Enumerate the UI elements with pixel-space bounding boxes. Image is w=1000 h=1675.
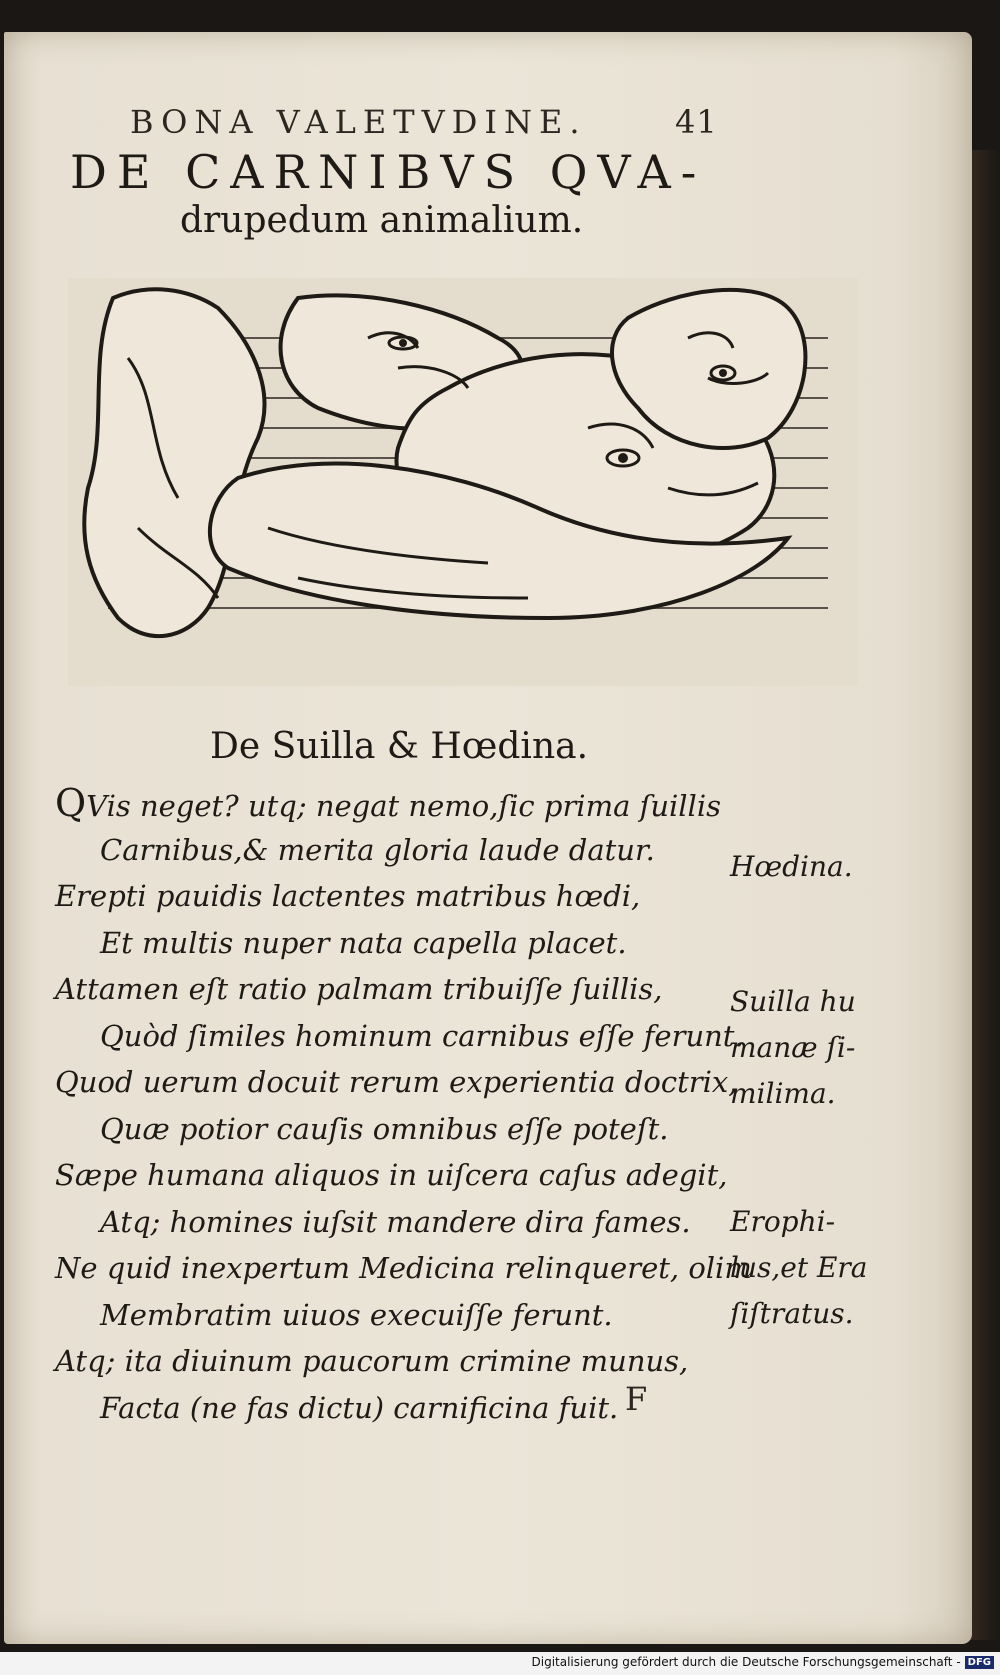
verse-line: Sæpe humana aliquos in uiſcera caſus adegit, [55,1158,728,1192]
digitization-footer [532,1655,995,1669]
chapter-title-line2: drupedum animalium. [180,200,584,241]
dfg-logo: DFG [965,1656,994,1669]
verse-line: Attamen eſt ratio palmam tribuiſſe ſuillis, [55,972,663,1006]
verse-line: Quòd ſimiles hominum carnibus eſſe ferunt. [100,1018,744,1053]
running-head [130,103,718,141]
verse-line: Quod uerum docuit rerum experientia doctrix, [55,1065,738,1099]
verse-line: Erepti pauidis lactentes matribus hœdi, [55,879,641,913]
drop-capital: Q [55,781,87,825]
verse-line: Atq; ita diuinum paucorum crimine munus, [55,1344,689,1378]
verse-line: Quæ potior cauſis omnibus eſſe poteſt. [100,1111,669,1146]
margin-note-suilla: manæ ſi- [730,1031,856,1064]
margin-note-erophilus: ſiſtratus. [730,1297,854,1330]
chapter-title-line1: DE CARNIBVS QVA- [70,145,707,199]
verse-line: Atq; homines iuſsit mandere dira fames. [100,1204,691,1239]
footer-text: Digitalisierung gefördert durch die Deutsche Forschungsgemeinschaft - [531,1655,961,1669]
signature-mark: F [625,1380,648,1418]
woodcut-animal-heads-icon [68,278,858,686]
margin-note-suilla: Suilla hu [730,985,856,1018]
margin-note-suilla: milima. [730,1077,836,1110]
verse-line: Facta (ne fas dictu) carnificina fuit. [100,1390,619,1425]
verse-block [55,780,752,1431]
verse-line: Membratim uiuos execuiſſe ferunt. [100,1297,613,1332]
margin-note-erophilus: Erophi- [730,1205,836,1238]
verse-line: Carnibus,& merita gloria laude datur. [100,832,655,867]
margin-note-erophilus: lus,et Era [730,1251,868,1284]
folio-number: 41 [675,103,718,141]
running-head-title: BONA VALETVDINE. [130,103,587,141]
margin-note-hoedina: Hœdina. [730,850,853,883]
verse-line: QVis neget? utq; negat nemo,ſic prima ſuillis [55,781,721,825]
verse-line: Ne quid inexpertum Medicina relinqueret, olim [55,1251,752,1285]
section-subheading: De Suilla & Hœdina. [210,726,589,767]
verse-line: Et multis nuper nata capella placet. [100,925,627,960]
